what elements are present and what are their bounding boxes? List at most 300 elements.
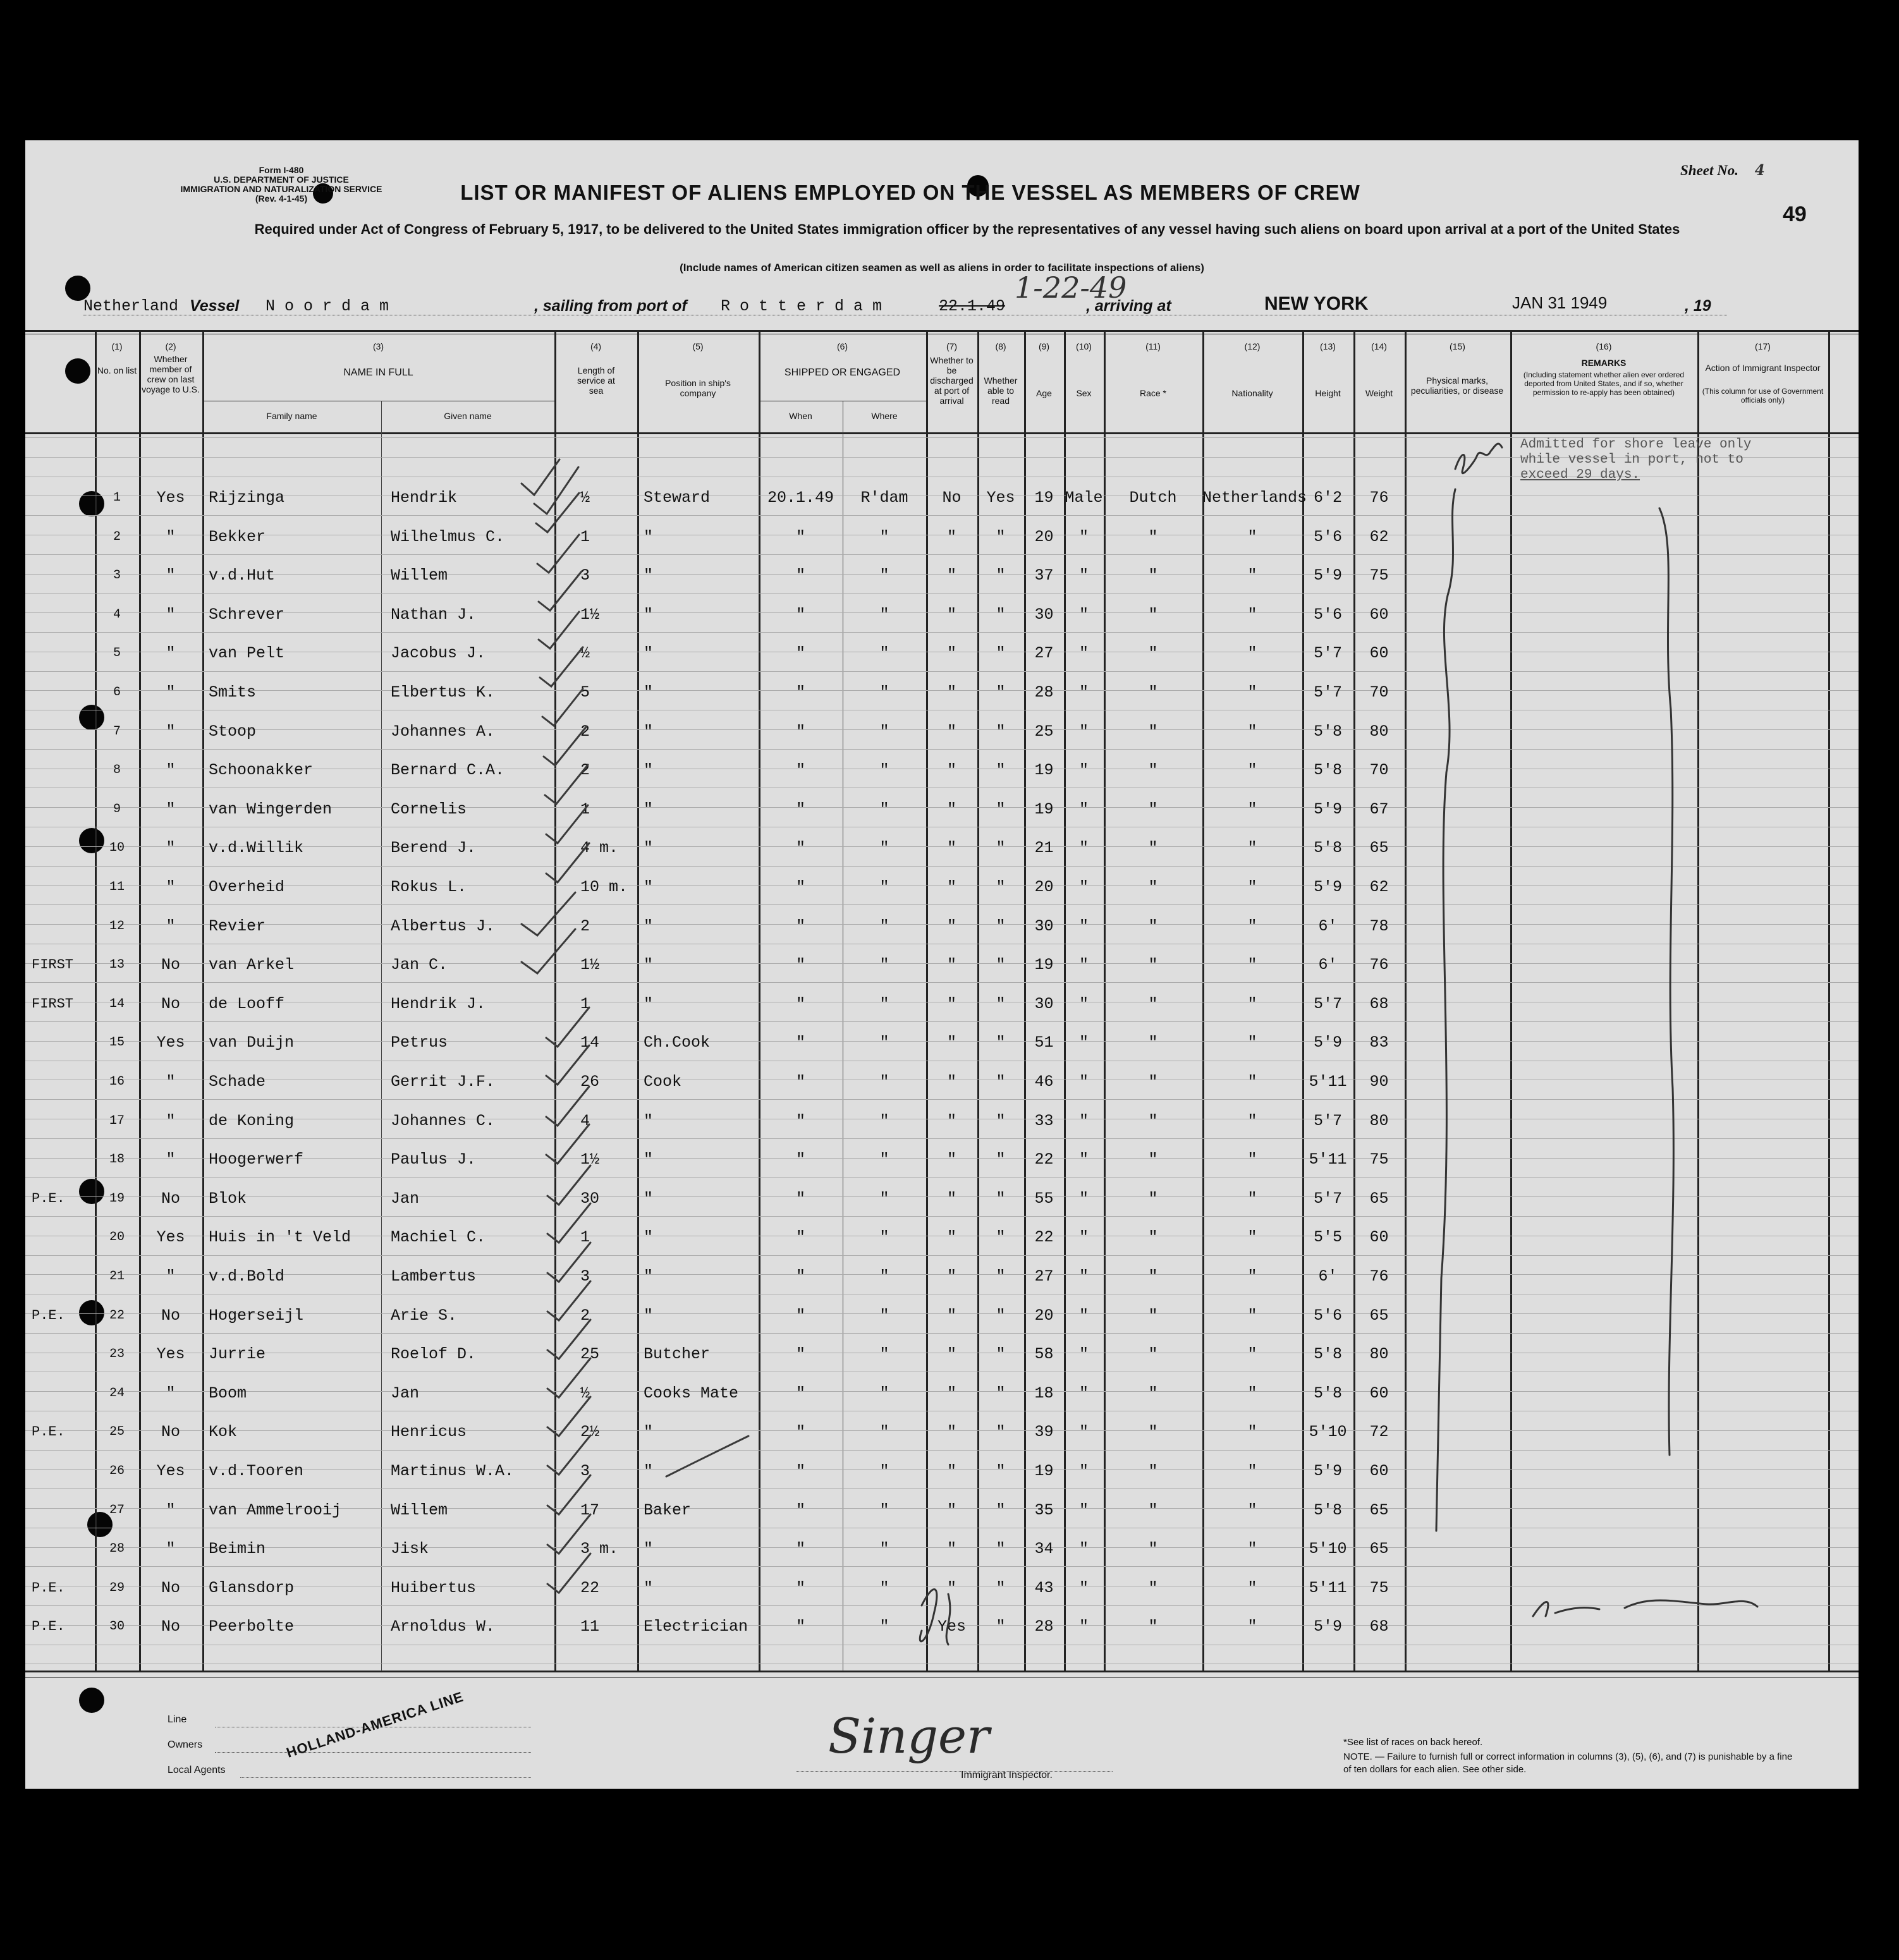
col16-header: REMARKS [1581, 358, 1627, 368]
cell-where: " [879, 1500, 889, 1519]
cell-nat: " [1247, 1423, 1257, 1442]
remarks-note: (Including statement whether alien ever ordered deported from United States, and if so, whether permission to re-apply has been obtained) [1523, 370, 1685, 397]
cell-position: Steward [644, 489, 711, 507]
cell-no: 17 [109, 1113, 125, 1128]
holland-america-line-stamp: HOLLAND-AMERICA LINE [284, 1688, 466, 1761]
cell-service: 5 [580, 683, 590, 702]
cell-service: 1 [580, 527, 590, 546]
cell-service: 2 [580, 761, 590, 780]
cell-when: " [795, 800, 805, 819]
arrival-date-stamp: JAN 31 1949 [1512, 293, 1608, 312]
col15-number: (15) [1450, 341, 1465, 351]
cell-nat: " [1247, 800, 1257, 819]
cell-crew: Yes [156, 1033, 185, 1052]
cell-family: de Koning [209, 1111, 295, 1130]
cell-disch: " [946, 566, 956, 585]
cell-where: " [879, 566, 889, 585]
cell-disch: " [946, 1423, 956, 1442]
cell-sex: " [1078, 1306, 1089, 1325]
cell-family: Smits [209, 683, 257, 702]
cell-no: 27 [109, 1502, 125, 1518]
cell-race: " [1148, 800, 1158, 819]
cell-no: 28 [109, 1542, 125, 1557]
cell-service: 3 [580, 566, 590, 585]
check-marks [522, 460, 748, 1593]
cell-when: " [795, 1500, 805, 1519]
cell-family: Schrever [209, 605, 285, 624]
cell-family: v.d.Bold [209, 1267, 285, 1286]
cell-nat: " [1247, 1189, 1257, 1208]
form-department: U.S. DEPARTMENT OF JUSTICE [214, 174, 349, 185]
cell-read: " [996, 1345, 1006, 1364]
cell-service: 17 [580, 1500, 600, 1519]
cell-disch: " [946, 605, 956, 624]
cell-position: " [644, 605, 654, 624]
margin-mark: P.E. [32, 1424, 65, 1440]
cell-nat: " [1247, 1500, 1257, 1519]
cell-read: " [996, 1111, 1006, 1130]
cell-where: " [879, 644, 889, 663]
cell-service: 4 [580, 1111, 590, 1130]
cell-given: Hendrik [391, 489, 458, 507]
cell-weight: 75 [1369, 1150, 1389, 1169]
cell-family: Boom [209, 1384, 247, 1403]
cell-read: " [996, 566, 1006, 585]
cell-family: v.d.Willik [209, 839, 304, 858]
cell-age: 19 [1034, 1462, 1054, 1480]
cell-nat: " [1247, 1540, 1257, 1559]
col1-number: (1) [111, 341, 123, 351]
cell-crew: No [161, 956, 180, 975]
col14-header: Weight [1365, 388, 1393, 398]
remarks-scribble-mark [1533, 1600, 1757, 1616]
cell-age: 19 [1034, 761, 1054, 780]
cell-weight: 67 [1369, 800, 1389, 819]
cell-crew: " [166, 839, 176, 858]
cell-age: 30 [1034, 994, 1054, 1013]
cell-race: " [1148, 994, 1158, 1013]
cell-no: 19 [109, 1191, 125, 1206]
cell-position: Electrician [644, 1617, 748, 1636]
cell-crew: " [166, 761, 176, 780]
penalty-note [1343, 1751, 1798, 1776]
cell-weight: 60 [1369, 1228, 1389, 1247]
cell-family: van Pelt [209, 644, 285, 663]
cell-age: 39 [1034, 1423, 1054, 1442]
cell-family: v.d.Tooren [209, 1462, 304, 1480]
cell-read: " [996, 644, 1006, 663]
cell-height: 5'10 [1309, 1540, 1347, 1559]
cell-height: 5'7 [1313, 1189, 1342, 1208]
cell-height: 5'8 [1313, 1384, 1342, 1403]
cell-family: Kok [209, 1423, 238, 1442]
cell-service: 1 [580, 800, 590, 819]
cell-nat: " [1247, 1150, 1257, 1169]
flag: Netherland [83, 297, 179, 315]
cell-weight: 65 [1369, 839, 1389, 858]
cell-where: R'dam [860, 489, 908, 507]
cell-weight: 60 [1369, 605, 1389, 624]
cell-family: van Arkel [209, 956, 295, 975]
form-number: Form I-480 [259, 165, 304, 175]
cell-no: 29 [109, 1580, 125, 1595]
cell-height: 6'2 [1313, 489, 1342, 507]
col2-number: (2) [165, 341, 176, 351]
cell-weight: 70 [1369, 683, 1389, 702]
cell-service: 25 [580, 1345, 600, 1364]
cell-service: 30 [580, 1189, 600, 1208]
cell-given: Elbertus K. [391, 683, 496, 702]
remarks-line: Admitted for shore leave only [1520, 437, 1752, 452]
cell-given: Arnoldus W. [391, 1617, 496, 1636]
cell-given: Lambertus [391, 1267, 477, 1286]
cell-age: 58 [1034, 1345, 1054, 1364]
col9-number: (9) [1038, 341, 1050, 351]
cell-race: " [1148, 1384, 1158, 1403]
cell-where: " [879, 1228, 889, 1247]
cell-weight: 90 [1369, 1073, 1389, 1091]
col3-header: NAME IN FULL [343, 367, 413, 378]
cell-race: " [1148, 1423, 1158, 1442]
cell-race: " [1148, 1462, 1158, 1480]
cell-height: 5'7 [1313, 683, 1342, 702]
cell-height: 5'10 [1309, 1423, 1347, 1442]
discharge-mark [920, 1590, 950, 1645]
cell-height: 5'6 [1313, 605, 1342, 624]
cell-disch: " [946, 1228, 956, 1247]
col13-number: (13) [1320, 341, 1336, 351]
cell-no: 26 [109, 1464, 125, 1478]
cell-nat: " [1247, 1578, 1257, 1597]
cell-weight: 80 [1369, 1345, 1389, 1364]
cell-position: " [644, 1228, 654, 1247]
cell-height: 5'8 [1313, 761, 1342, 780]
cell-position: Cooks Mate [644, 1384, 739, 1403]
cell-disch: " [946, 1384, 956, 1403]
cell-crew: Yes [156, 1345, 185, 1364]
col4-header: Length of service at sea [577, 365, 615, 396]
cell-disch: No [942, 489, 962, 507]
cell-where: " [879, 1384, 889, 1403]
cell-crew: " [166, 916, 176, 935]
cell-where: " [879, 994, 889, 1013]
cell-race: Dutch [1129, 489, 1177, 507]
cell-disch: " [946, 1306, 956, 1325]
cell-weight: 76 [1369, 1267, 1389, 1286]
cell-height: 5'8 [1313, 839, 1342, 858]
cell-sex: " [1078, 527, 1089, 546]
cell-where: " [879, 683, 889, 702]
cell-read: " [996, 839, 1006, 858]
cell-race: " [1148, 1267, 1158, 1286]
cell-race: " [1148, 722, 1158, 741]
cell-given: Johannes C. [391, 1111, 496, 1130]
cell-crew: " [166, 1150, 176, 1169]
cell-age: 25 [1034, 722, 1054, 741]
where-header: Where [871, 411, 898, 421]
cell-given: Rokus L. [391, 878, 467, 896]
cell-given: Machiel C. [391, 1228, 486, 1247]
cell-service: 2 [580, 722, 590, 741]
cell-sex: " [1078, 683, 1089, 702]
cell-sex: " [1078, 878, 1089, 896]
cell-read: " [996, 956, 1006, 975]
cell-height: 5'8 [1313, 722, 1342, 741]
cell-disch: " [946, 1267, 956, 1286]
cell-where: " [879, 1306, 889, 1325]
cell-race: " [1148, 1617, 1158, 1636]
cell-when: " [795, 956, 805, 975]
cell-height: 5'5 [1313, 1228, 1342, 1247]
cell-when: " [795, 683, 805, 702]
col12-header: Nationality [1231, 388, 1273, 398]
cell-no: 23 [109, 1347, 125, 1362]
cell-age: 30 [1034, 605, 1054, 624]
cell-no: 14 [109, 996, 125, 1011]
cell-no: 10 [109, 841, 125, 856]
cell-age: 28 [1034, 1617, 1054, 1636]
cell-race: " [1148, 1578, 1158, 1597]
cell-height: 5'9 [1313, 1033, 1342, 1052]
handwritten-marks [25, 140, 1859, 1789]
cell-no: 22 [109, 1308, 125, 1323]
cell-sex: " [1078, 1345, 1089, 1364]
cell-crew: " [166, 683, 176, 702]
cell-read: " [996, 1423, 1006, 1442]
cell-disch: " [946, 1462, 956, 1480]
cell-read: " [996, 527, 1006, 546]
form-service: IMMIGRATION AND NATURALIZATION SERVICE [180, 184, 382, 194]
cell-where: " [879, 527, 889, 546]
cell-family: van Duijn [209, 1033, 295, 1052]
sail-date: 22.1.49 [939, 297, 1006, 315]
ditto-line-mark [1436, 489, 1455, 1531]
cell-position: Butcher [644, 1345, 711, 1364]
inspector-signature: Singer [828, 1708, 990, 1764]
cell-when: " [795, 1228, 805, 1247]
cell-nat: " [1247, 1306, 1257, 1325]
cell-family: Schade [209, 1073, 266, 1091]
cell-sex: " [1078, 1073, 1089, 1091]
cell-weight: 65 [1369, 1306, 1389, 1325]
cell-no: 12 [109, 918, 125, 934]
cell-given: Berend J. [391, 839, 477, 858]
cell-age: 20 [1034, 878, 1054, 896]
cell-age: 20 [1034, 1306, 1054, 1325]
cell-sex: " [1078, 605, 1089, 624]
cell-family: Peerbolte [209, 1617, 295, 1636]
cell-age: 19 [1034, 800, 1054, 819]
cell-where: " [879, 1189, 889, 1208]
cell-sex: " [1078, 1462, 1089, 1480]
cell-position: " [644, 1306, 654, 1325]
col5-number: (5) [692, 341, 704, 351]
inspector-initials-mark [1455, 444, 1502, 473]
cell-given: Cornelis [391, 800, 467, 819]
cell-family: van Wingerden [209, 800, 333, 819]
cell-where: " [879, 1617, 889, 1636]
cell-age: 30 [1034, 916, 1054, 935]
cell-where: " [879, 1462, 889, 1480]
cell-family: Revier [209, 916, 266, 935]
cell-age: 27 [1034, 1267, 1054, 1286]
cell-sex: " [1078, 722, 1089, 741]
cell-given: Jan [391, 1384, 420, 1403]
cell-family: Stoop [209, 722, 257, 741]
cell-given: Paulus J. [391, 1150, 477, 1169]
cell-age: 37 [1034, 566, 1054, 585]
cell-crew: " [166, 878, 176, 896]
cell-given: Martinus W.A. [391, 1462, 515, 1480]
cell-service: 3 m. [580, 1540, 619, 1559]
cell-age: 34 [1034, 1540, 1054, 1559]
cell-given: Albertus J. [391, 916, 496, 935]
cell-where: " [879, 1073, 889, 1091]
cell-family: Beimin [209, 1540, 266, 1559]
col11-header: Race * [1139, 388, 1167, 398]
arrival-port: NEW YORK [1264, 293, 1369, 314]
cell-no: 8 [113, 763, 121, 778]
cell-age: 33 [1034, 1111, 1054, 1130]
col8-number: (8) [995, 341, 1006, 351]
col4-number: (4) [590, 341, 602, 351]
cell-when: " [795, 994, 805, 1013]
cell-when: " [795, 1189, 805, 1208]
col7-number: (7) [946, 341, 958, 351]
cell-height: 5'6 [1313, 1306, 1342, 1325]
col15-header: Physical marks, peculiarities, or disease [1410, 375, 1504, 396]
cell-read: " [996, 605, 1006, 624]
cell-height: 6' [1318, 956, 1338, 975]
sheet-label: Sheet No. [1680, 162, 1738, 178]
cell-where: " [879, 1540, 889, 1559]
cell-sex: " [1078, 916, 1089, 935]
cell-race: " [1148, 1189, 1158, 1208]
cell-nat: " [1247, 722, 1257, 741]
inspector-label: Immigrant Inspector. [961, 1770, 1053, 1780]
cell-family: Overheid [209, 878, 285, 896]
cell-height: 5'9 [1313, 800, 1342, 819]
cell-read: " [996, 1578, 1006, 1597]
cell-given: Petrus [391, 1033, 448, 1052]
action-note: (This column for use of Government officials only) [1702, 387, 1824, 405]
cell-position: " [644, 1423, 654, 1442]
cell-where: " [879, 761, 889, 780]
cell-race: " [1148, 916, 1158, 935]
cell-read: " [996, 800, 1006, 819]
cell-nat: " [1247, 1267, 1257, 1286]
cell-read: " [996, 1150, 1006, 1169]
cell-race: " [1148, 1345, 1158, 1364]
line-label: Line [168, 1714, 187, 1725]
cell-family: v.d.Hut [209, 566, 276, 585]
include-note: (Include names of American citizen seamen as well as aliens in order to facilitate inspections of aliens) [680, 262, 1204, 274]
cell-height: 6' [1318, 1267, 1338, 1286]
remarks-line: while vessel in port, not to [1520, 453, 1743, 467]
cell-weight: 62 [1369, 878, 1389, 896]
cell-when: " [795, 878, 805, 896]
col16-number: (16) [1596, 341, 1612, 351]
cell-when: " [795, 1267, 805, 1286]
cell-given: Jan [391, 1189, 420, 1208]
cell-crew: Yes [156, 1462, 185, 1480]
cell-height: 5'11 [1309, 1150, 1347, 1169]
page-number: 49 [1783, 202, 1807, 226]
cell-age: 21 [1034, 839, 1054, 858]
cell-service: 2½ [580, 1423, 600, 1442]
handwritten-date: 1-22-49 [1015, 271, 1127, 305]
cell-weight: 78 [1369, 916, 1389, 935]
cell-disch: " [946, 994, 956, 1013]
cell-sex: " [1078, 1578, 1089, 1597]
cell-height: 5'7 [1313, 994, 1342, 1013]
cell-nat: Netherlands [1202, 489, 1307, 507]
form-revision: (Rev. 4-1-45) [255, 193, 308, 204]
cell-when: " [795, 1423, 805, 1442]
cell-race: " [1148, 566, 1158, 585]
cell-when: " [795, 566, 805, 585]
col10-number: (10) [1076, 341, 1092, 351]
cell-read: " [996, 1228, 1006, 1247]
cell-age: 18 [1034, 1384, 1054, 1403]
cell-crew: No [161, 1306, 180, 1325]
cell-when: " [795, 761, 805, 780]
cell-height: 5'6 [1313, 527, 1342, 546]
col12-number: (12) [1244, 341, 1261, 351]
cell-weight: 60 [1369, 1462, 1389, 1480]
cell-sex: " [1078, 994, 1089, 1013]
cell-no: 4 [113, 607, 121, 622]
race-note: *See list of races on back hereof. [1343, 1737, 1483, 1748]
cell-position: " [644, 956, 654, 975]
cell-weight: 65 [1369, 1189, 1389, 1208]
cell-service: 1½ [580, 605, 600, 624]
cell-crew: " [166, 1073, 176, 1091]
cell-nat: " [1247, 1462, 1257, 1480]
cell-given: Jisk [391, 1540, 429, 1559]
cell-given: Roelof D. [391, 1345, 477, 1364]
cell-disch: " [946, 761, 956, 780]
cell-age: 55 [1034, 1189, 1054, 1208]
cell-crew: Yes [156, 489, 185, 507]
cell-weight: 68 [1369, 994, 1389, 1013]
margin-mark: P.E. [32, 1619, 65, 1635]
cell-age: 28 [1034, 683, 1054, 702]
col9-header: Age [1036, 388, 1052, 398]
cell-given: Jan C. [391, 956, 448, 975]
cell-sex: " [1078, 1189, 1089, 1208]
cell-family: Huis in 't Veld [209, 1228, 351, 1247]
cell-no: 11 [109, 880, 125, 894]
cell-family: Rijzinga [209, 489, 285, 507]
cell-disch: " [946, 1500, 956, 1519]
cell-nat: " [1247, 644, 1257, 663]
when-header: When [789, 411, 812, 421]
note-label: NOTE. [1343, 1751, 1372, 1762]
cell-no: 24 [109, 1385, 125, 1401]
cell-height: 5'7 [1313, 1111, 1342, 1130]
cell-disch: " [946, 1189, 956, 1208]
cell-disch: " [946, 722, 956, 741]
cell-no: 3 [113, 568, 121, 583]
cell-crew: " [166, 1540, 176, 1559]
cell-service: ½ [580, 489, 590, 507]
cell-sex: " [1078, 1111, 1089, 1130]
cell-age: 27 [1034, 644, 1054, 663]
cell-when: " [795, 1540, 805, 1559]
cell-no: 18 [109, 1152, 125, 1167]
cell-service: 11 [580, 1617, 600, 1636]
